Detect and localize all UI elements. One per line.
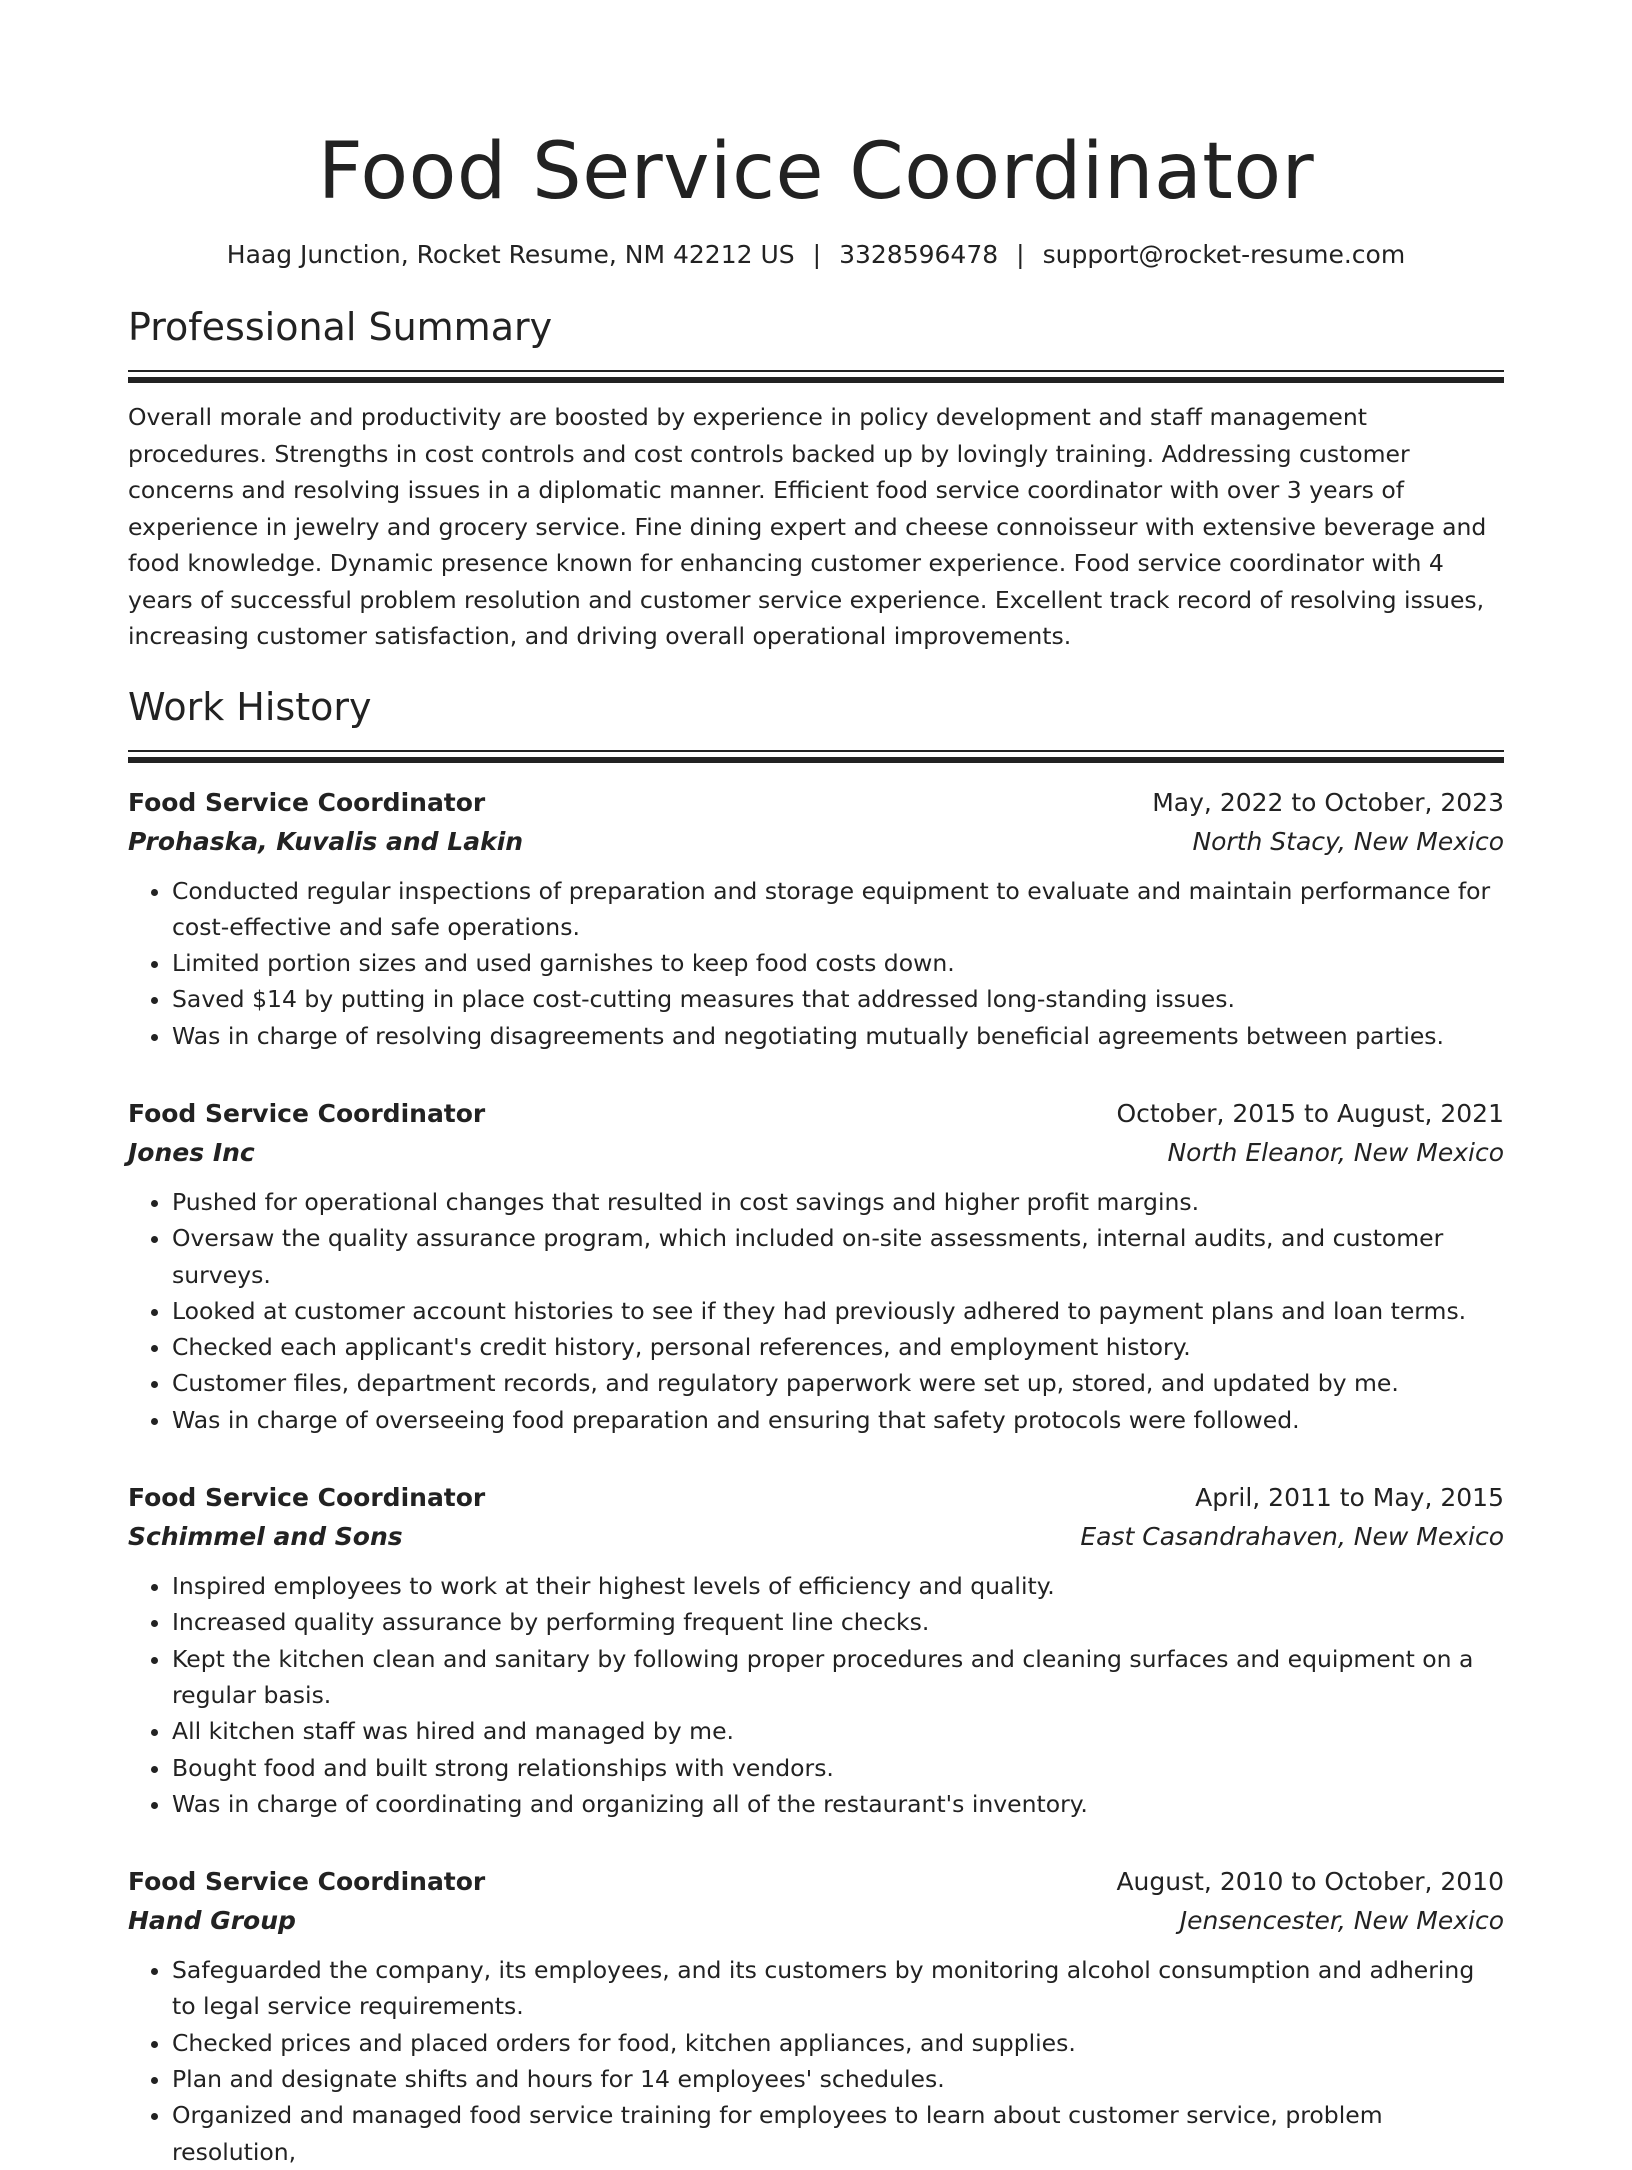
list-item: • Inspired employees to work at their highest levels of efficiency and quality.: [172, 1568, 1504, 1604]
contact-separator: |: [1016, 240, 1025, 269]
job-title: Food Service Coordinator: [128, 1483, 486, 1513]
job-company: Hand Group: [128, 1906, 296, 1936]
section-divider: [128, 750, 1504, 752]
list-item: • Was in charge of resolving disagreements and negotiating mutually beneficial agreements between parties.: [172, 1018, 1504, 1054]
list-item: • Limited portion sizes and used garnishes to keep food costs down.: [172, 945, 1504, 981]
list-item: • Looked at customer account histories to see if they had previously adhered to payment plans and loan terms.: [172, 1293, 1504, 1329]
job-dates: August, 2010 to October, 2010: [1116, 1867, 1504, 1897]
job-bullets: [128, 1184, 1504, 1438]
list-item: • Safeguarded the company, its employees, and its customers by monitoring alcohol consumption and adhering to legal service requirements.: [172, 1952, 1504, 2025]
job-company-row: [128, 822, 1504, 861]
list-item: • Saved $14 by putting in place cost-cutting measures that addressed long-standing issues.: [172, 981, 1504, 1017]
job-header-row: [128, 1478, 1504, 1517]
job-bullets: [128, 1568, 1504, 1822]
list-item: • Checked each applicant's credit history, personal references, and employment history.: [172, 1329, 1504, 1365]
contact-line: [128, 238, 1504, 272]
section-divider: [128, 377, 1504, 383]
job-title: Food Service Coordinator: [128, 1867, 486, 1897]
job-company: Prohaska, Kuvalis and Lakin: [128, 826, 524, 856]
list-item: • Increased quality assurance by performing frequent line checks.: [172, 1604, 1504, 1640]
job-title: Food Service Coordinator: [128, 787, 486, 817]
contact-email: support@rocket-resume.com: [1042, 240, 1406, 269]
job-dates: May, 2022 to October, 2023: [1152, 787, 1504, 817]
resume-page: [128, 0, 1504, 2170]
contact-separator: |: [812, 240, 822, 269]
job-company-row: [128, 1133, 1504, 1172]
job-title: Food Service Coordinator: [128, 1098, 486, 1128]
job-header-row: [128, 1094, 1504, 1133]
job-location: North Eleanor, New Mexico: [1167, 1137, 1504, 1167]
job-header-row: [128, 783, 1504, 822]
list-item: • Oversaw the quality assurance program, which included on-site assessments, internal audits, and customer surveys.: [172, 1220, 1504, 1293]
job-dates: April, 2011 to May, 2015: [1195, 1483, 1504, 1513]
section-heading-summary: Professional Summary: [128, 305, 553, 349]
list-item: • Plan and designate shifts and hours for 14 employees' schedules.: [172, 2061, 1504, 2097]
list-item: • Customer files, department records, and regulatory paperwork were set up, stored, and updated by me.: [172, 1365, 1504, 1401]
job-header-row: [128, 1862, 1504, 1901]
job-company: Schimmel and Sons: [128, 1522, 403, 1552]
list-item: • Was in charge of coordinating and organizing all of the restaurant's inventory.: [172, 1786, 1504, 1822]
contact-phone: 3328596478: [839, 240, 999, 269]
list-item: • Was in charge of overseeing food preparation and ensuring that safety protocols were followed.: [172, 1402, 1504, 1438]
job-company-row: [128, 1901, 1504, 1940]
section-divider: [128, 370, 1504, 372]
job-entry: [128, 1478, 1504, 1822]
list-item: • Kept the kitchen clean and sanitary by following proper procedures and cleaning surfaces and equipment on a regular basis.: [172, 1641, 1504, 1714]
resume-name: Food Service Coordinator: [317, 127, 1315, 217]
list-item: • Pushed for operational changes that resulted in cost savings and higher profit margins.: [172, 1184, 1504, 1220]
job-entry: [128, 1094, 1504, 1438]
job-company-row: [128, 1517, 1504, 1556]
summary-text: Overall morale and productivity are boosted by experience in policy development and staff management procedures. Strengths in cost controls and cost controls backed up by lovingly training. Addressing customer concerns and resolving issues in a diplomatic manner. Efficient food service coordinator with over 3 years of experience in jewelry and grocery service. Fine dining expert and cheese connoisseur with extensive beverage and food knowledge. Dynamic presence known for enhancing customer experience. Food service coordinator with 4 years of successful problem resolution and customer service experience. Excellent track record of resolving issues, increasing customer satisfaction, and driving overall operational improvements.: [128, 403, 1487, 650]
job-bullets: [128, 873, 1504, 1054]
list-item: • All kitchen staff was hired and managed by me.: [172, 1713, 1504, 1749]
list-item: • Checked prices and placed orders for food, kitchen appliances, and supplies.: [172, 2025, 1504, 2061]
job-location: Jensencester, New Mexico: [1179, 1906, 1504, 1936]
list-item: • Bought food and built strong relationships with vendors.: [172, 1750, 1504, 1786]
job-entry: [128, 783, 1504, 1054]
list-item: • Organized and managed food service training for employees to learn about customer service, problem resolution,: [172, 2097, 1504, 2170]
job-company: Jones Inc: [128, 1137, 255, 1167]
work-history-section: [128, 682, 1504, 2170]
job-entry: [128, 1862, 1504, 2170]
summary-section: [128, 302, 1504, 655]
section-divider: [128, 757, 1504, 763]
job-location: East Casandrahaven, New Mexico: [1080, 1522, 1504, 1552]
job-bullets: [128, 1952, 1504, 2170]
job-dates: October, 2015 to August, 2021: [1116, 1098, 1504, 1128]
section-heading-work-history: Work History: [128, 684, 372, 729]
contact-address: Haag Junction, Rocket Resume, NM 42212 US: [226, 240, 795, 269]
job-location: North Stacy, New Mexico: [1192, 826, 1504, 856]
list-item: • Conducted regular inspections of preparation and storage equipment to evaluate and maintain performance for cost-effective and safe operations.: [172, 873, 1504, 946]
